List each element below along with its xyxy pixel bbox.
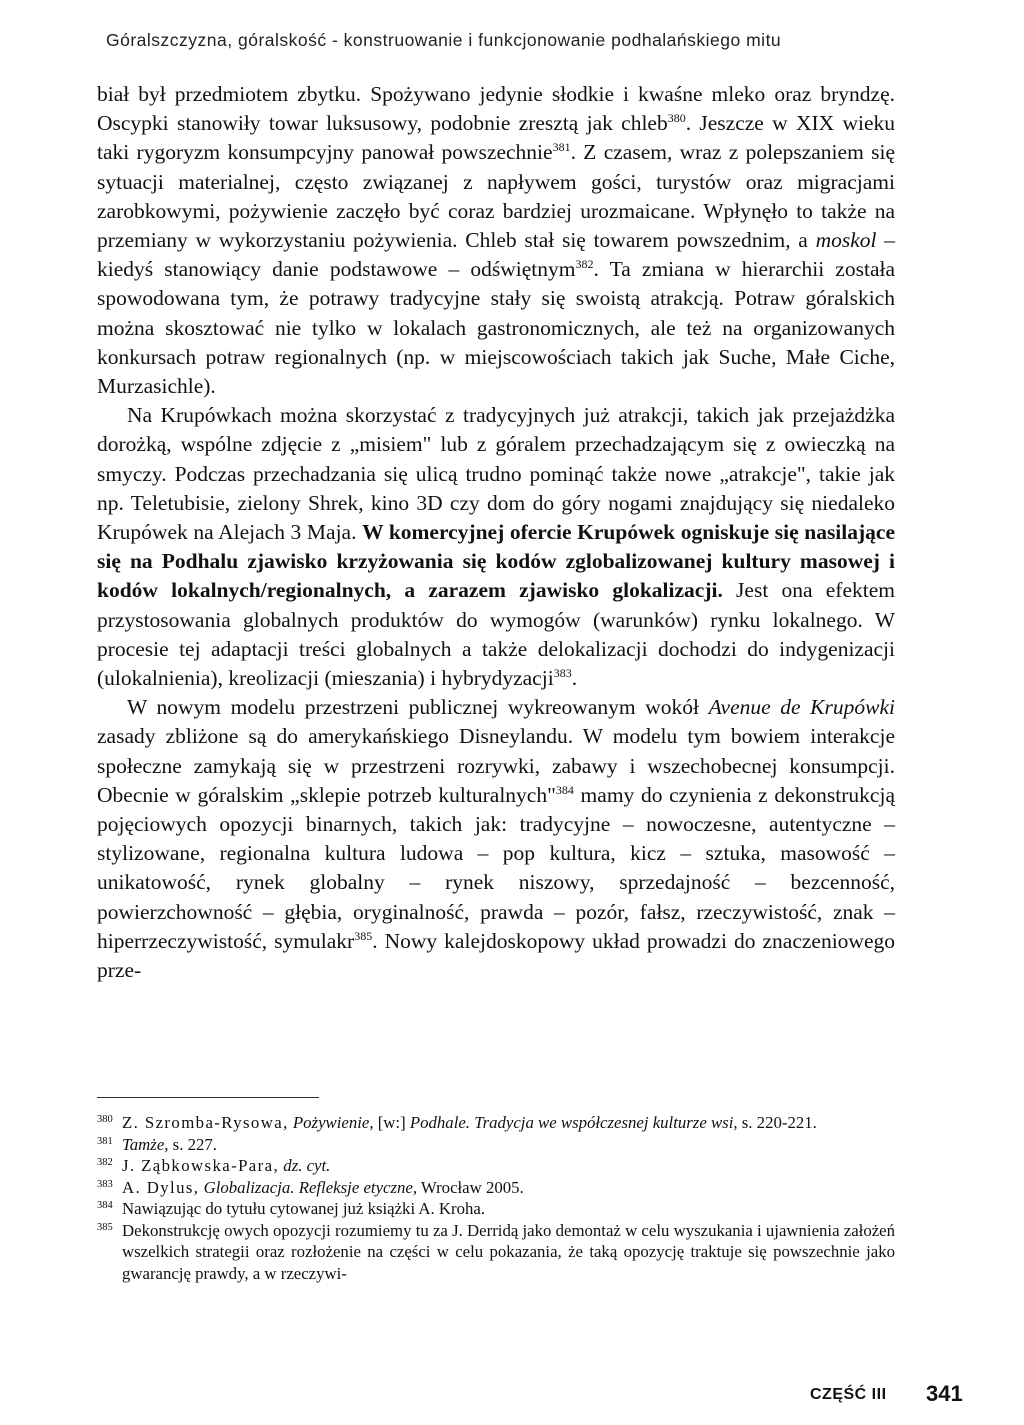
footnote-ref: 381	[552, 140, 571, 155]
footnote-author: J. Ząbkowska-Para,	[122, 1156, 280, 1175]
text-run: mamy do czynienia z dekonstrukcją pojęciowych opozycji binarnych, takich jak: tradycyjne – nowoczesne, autentyczne – stylizowane, regionalna kultura ludowa – pop kultura, kicz – sztuka, masowość – unikatowość, rynek globalny – rynek niszowy, sprzedajność – bezcenność, powierzchowność – głębia, oryginalność, prawda – pozór, fałsz, rzeczywistość, znak – hiperrzeczywistość, symulakr	[97, 782, 895, 953]
footnote-number: 385	[97, 1221, 113, 1233]
footnote-ref: 383	[553, 666, 572, 681]
footnote-number: 381	[97, 1135, 113, 1147]
footnote-number: 380	[97, 1114, 113, 1125]
text-run: . Z czasem, wraz z polepszaniem się sytuacji materialnej, często związanej z napływem gości, turystów oraz migracjami zarobkowymi, pożywienie zaczęło być coraz bardziej urozmaicane. Wpłynęło to także na przemiany w wykorzystaniu pożywienia. Chleb stał się towarem powszednim, a	[97, 140, 895, 253]
text-run: W nowym modelu przestrzeni publicznej wykreowanym wokół	[127, 695, 709, 720]
footnote	[97, 1134, 895, 1156]
footnote-author: Z. Szromba-Rysowa,	[122, 1113, 289, 1132]
paragraph	[97, 693, 895, 985]
footnote-text: Dekonstrukcję owych opozycji rozumiemy tu za J. Derridą jako demontaż w celu wyszukania i ujawnienia założeń wszelkich strategii oraz rozłożenie na części w celu pokazania, że taką opozycję traktuje się powszechnie jako gwarancję prawdy, a w rzeczywi-	[122, 1220, 895, 1283]
footnote-text	[122, 1155, 895, 1177]
body-text	[97, 80, 895, 985]
footnote-text	[122, 1134, 895, 1156]
text-run: s. 227.	[168, 1134, 217, 1154]
text-run: s. 220-221.	[737, 1113, 817, 1132]
footnote-number: 382	[97, 1157, 113, 1168]
footnote-title: Podhale. Tradycja we współczesnej kulturze wsi,	[409, 1113, 738, 1132]
footnote-title: Pożywienie,	[292, 1113, 374, 1132]
text-run: Wrocław 2005.	[417, 1177, 524, 1197]
footnote-title: Tamże,	[122, 1134, 169, 1154]
part-label: CZĘŚĆ III	[810, 1386, 887, 1403]
footnote	[97, 1177, 895, 1199]
running-head: Góralszczyzna, góralskość - konstruowanie i funkcjonowanie podhalańskiego mitu	[106, 30, 782, 50]
footnote-number: 384	[97, 1200, 113, 1211]
paragraph	[97, 80, 895, 401]
footnote	[97, 1155, 895, 1177]
bold-passage: W komercyjnej ofercie Krupówek ogniskuje się nasilające się na Podhalu zjawisko krzyżowania się kodów zglobalizowanej kultury masowej i kodów lokalnych/regionalnych, a zarazem zjawisko glokalizacji.	[97, 520, 895, 603]
text-run: zasady zbliżone są do amerykańskiego Disneylandu. W modelu tym bowiem interakcje społeczne zamykają się w przestrzeni rozrywki, zabawy i wszechobecnej konsumpcji. Obecnie w góralskim „sklepie potrzeb kulturalnych"	[97, 724, 895, 807]
footnote-text	[122, 1177, 895, 1199]
text-run: . Nowy kalejdoskopowy układ prowadzi do znaczeniowego prze-	[97, 928, 895, 983]
text-run: . Ta zmiana w hierarchii została spowodowana tym, że potrawy tradycyjne stały się swoistą atrakcją. Potraw góralskich można skosztować nie tylko w lokalach gastronomicznych, ale też na organizowanych konkursach potraw regionalnych (np. w miejscowościach takich jak Suche, Małe Ciche, Murzasichle).	[97, 257, 896, 399]
text-run: Na Krupówkach można skorzystać z tradycyjnych już atrakcji, takich jak przejażdżka dorożką, wspólne zdjęcie z „misiem" lub z góralem przechadzającym się z owieczką na smyczy. Podczas przechadzania się ulicą trudno pominąć także nowe „atrakcje", takie jak np. Teletubisie, zielony Shrek, kino 3D czy dom do góry nogami znajdujący się niedaleko Krupówek na Alejach 3 Maja.	[97, 403, 895, 545]
footnote-divider	[97, 1097, 319, 1098]
footnote-ref: 384	[555, 782, 574, 797]
text-run: . Jeszcze w XIX wieku taki rygoryzm konsumpcyjny panował powszechnie	[97, 111, 895, 165]
footnotes	[97, 1112, 895, 1284]
footnote-text	[122, 1112, 895, 1134]
footnote	[97, 1112, 895, 1134]
footnote-number: 383	[97, 1178, 113, 1190]
footnote-ref: 385	[354, 928, 373, 943]
text-run: – kiedyś stanowiący danie podstawowe – odświętnym	[97, 228, 896, 282]
paragraph	[97, 401, 895, 693]
text-run: biał był przedmiotem zbytku. Spożywano jedynie słodkie i kwaśne mleko oraz bryndzę. Oscypki stanowiły towar luksusowy, podobnie zresztą jak chleb	[97, 82, 895, 136]
italic-term: Avenue de Krupówki	[708, 695, 895, 720]
footnote-ref: 382	[575, 257, 594, 272]
footnote	[97, 1198, 895, 1220]
footnote-author: A. Dylus,	[122, 1177, 200, 1197]
italic-term: moskol	[815, 228, 877, 253]
footnote	[97, 1220, 895, 1285]
text-run: .	[571, 666, 578, 691]
footnote-title: Globalizacja. Refleksje etyczne,	[203, 1177, 418, 1197]
footnote-text: Nawiązując do tytułu cytowanej już książki A. Kroha.	[122, 1199, 486, 1218]
text-run: [w:]	[373, 1113, 410, 1132]
text-run: Jest ona efektem przystosowania globalnych produktów do wymogów (warunków) rynku lokalnego. W procesie tej adaptacji treści globalnych a także delokalizacji dochodzi do indygenizacji (ulokalnienia), kreolizacji (mieszania) i hybrydyzacji	[97, 578, 895, 691]
footnote-ref: 380	[667, 111, 686, 126]
footnote-title: dz. cyt.	[283, 1156, 331, 1175]
page-number: 341	[926, 1381, 963, 1406]
